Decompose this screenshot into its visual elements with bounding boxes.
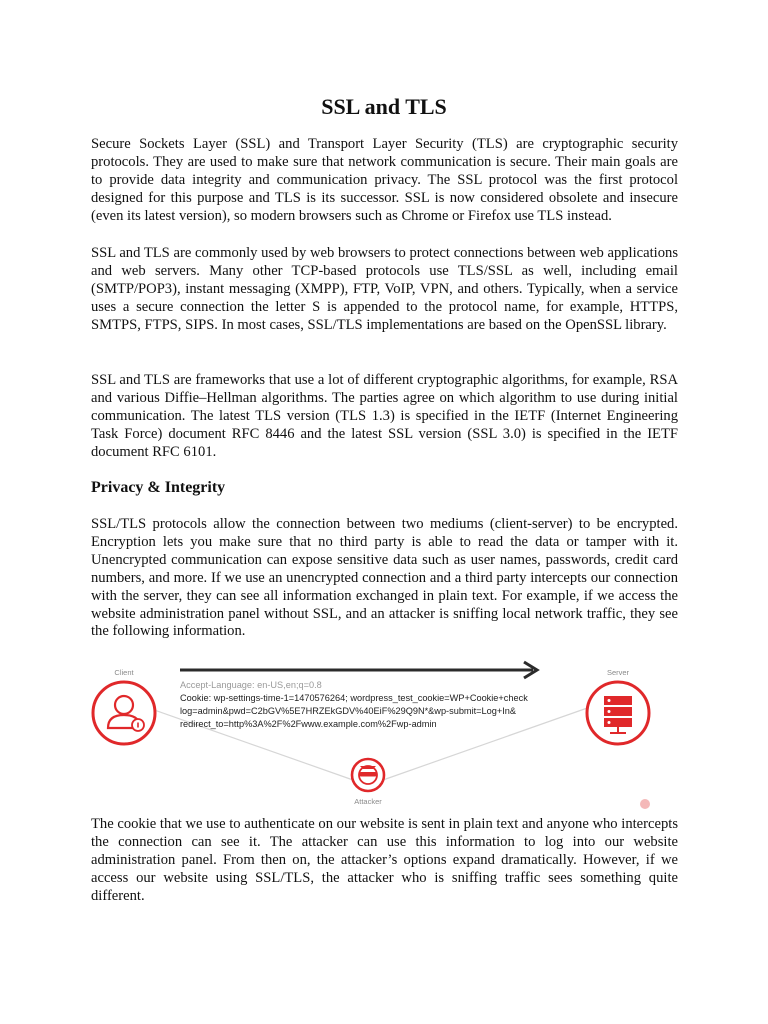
request-line-1: Accept-Language: en-US,en;q=0.8 (180, 680, 322, 690)
server-icon (587, 682, 649, 744)
algorithms-paragraph: SSL and TLS are frameworks that use a lot of different cryptographic algorithms, for example, RSA and various Diffie–Hellman algorithms. The parties agree on which algorithm to use during initial communication. The latest TLS version (TLS 1.3) is specified in the IETF (Internet Engineering Task Force) document RFC 8446 and the latest SSL version (SSL 3.0) is specified in the IETF document RFC 6101. (91, 372, 678, 460)
attacker-label: Attacker (354, 797, 382, 806)
attacker-icon (352, 759, 384, 791)
usage-paragraph: SSL and TLS are commonly used by web browsers to protect connections between web applications and web servers. Many other TCP-based protocols use TLS/SSL as well, including email (SMTP/POP3), instant messaging (XMPP), FTP, VoIP, VPN, and others. Typically, when a service uses a secure connection the letter S is appended to the protocol name, for example, HTTPS, SMTPS, FTPS, SIPS. In most cases, SSL/TLS implementations are based on the OpenSSL library. (91, 245, 678, 333)
page-title: SSL and TLS (321, 94, 447, 119)
request-line-3: log=admin&pwd=C2bGV%5E7HRZEkGDV%40EiF%29Q9N*&wp-submit=Log+In& (180, 706, 517, 716)
privacy-paragraph: SSL/TLS protocols allow the connection between two mediums (client-server) to be encrypted. Encryption lets you make sure that no third party is able to read the data or tamper with it. Unencrypted communication can expose sensitive data such as user names, passwords, credit card numbers, and more. If we use an unencrypted connection and a third party intercepts our connection with the server, they can see all information exchanged in plain text. For example, if we access the website administration panel without SSL, and an attacker is sniffing local network traffic, they see the following information. (91, 516, 678, 640)
request-line-2: Cookie: wp-settings-time-1=1470576264; wordpress_test_cookie=WP+Cookie+check (180, 693, 528, 703)
closing-paragraph: The cookie that we use to authenticate on our website is sent in plain text and anyone who intercepts the connection can see it. The attacker can use this information to log into our website administration panel. From then on, the attacker’s options expand dramatically. However, if we access our website using SSL/TLS, the attacker who is sniffing traffic sees something quite different. (91, 816, 678, 904)
section-heading: Privacy & Integrity (91, 479, 226, 496)
intro-paragraph: Secure Sockets Layer (SSL) and Transport Layer Security (TLS) are cryptographic security protocols. They are used to make sure that network communication is secure. Their main goals are to provide data integrity and communication privacy. The SSL protocol was the first protocol designed for this purpose and TLS is its successor. SSL is now considered obsolete and insecure (even its latest version), so modern browsers such as Chrome or Firefox use TLS instead. (91, 136, 678, 224)
server-label: Server (606, 668, 630, 677)
mitm-diagram (88, 658, 668, 810)
client-label: Client (114, 668, 134, 677)
logo-mark-icon (640, 799, 650, 809)
client-icon (93, 682, 155, 744)
request-line-4: redirect_to=http%3A%2F%2Fwww.example.com%2Fwp-admin (180, 719, 437, 729)
